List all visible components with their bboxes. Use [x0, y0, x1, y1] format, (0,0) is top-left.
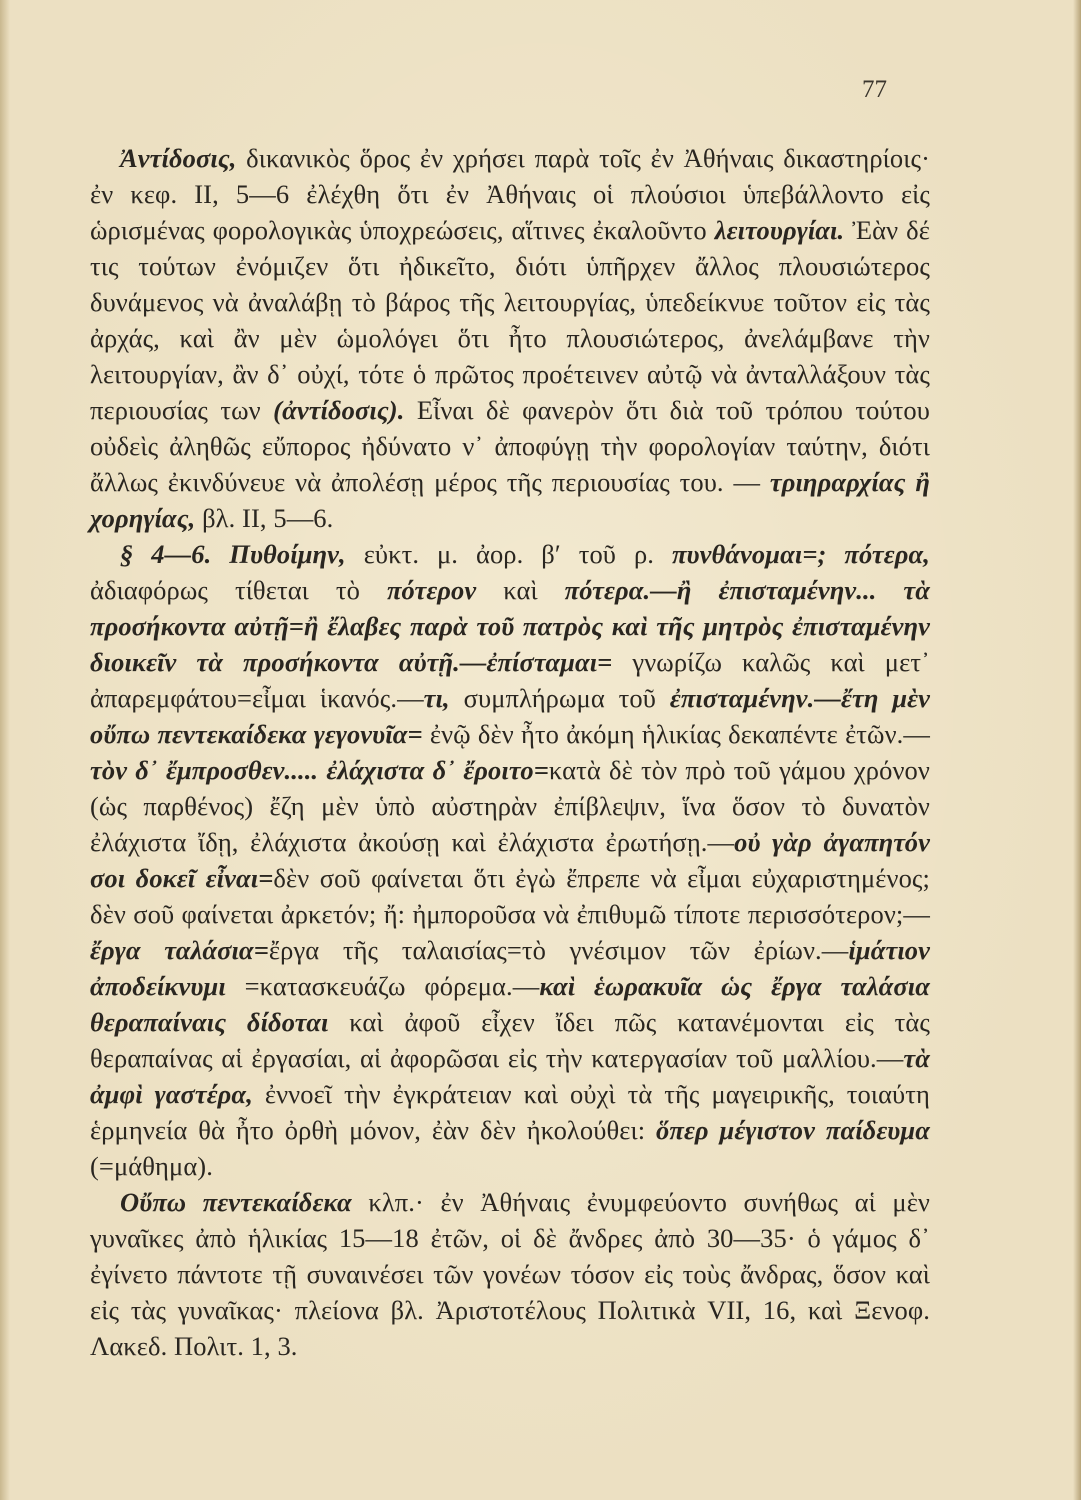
- term: ἔργα ταλάσια=: [90, 935, 269, 965]
- term: πυνθάνομαι=; πότερα,: [671, 539, 930, 569]
- term: τριηραρχίας ἢ χορηγίας,: [90, 467, 930, 533]
- term: ὅπερ μέγιστον παίδευμα: [656, 1115, 930, 1145]
- text-run: ἀδιαφόρως τίθεται τὸ: [90, 575, 387, 605]
- term: πότερον: [386, 575, 477, 605]
- page-left-shadow: [0, 0, 10, 1500]
- text-run: εὐκτ. μ. ἀορ. β′ τοῦ ρ.: [345, 539, 672, 569]
- term: Ἀντίδοσις,: [120, 143, 237, 173]
- paragraph-oupo: [90, 1184, 930, 1364]
- text-run: συμπλήρωμα τοῦ: [449, 683, 670, 713]
- term: λειτουργίαι.: [714, 215, 845, 245]
- term: Οὔπω πεντεκαίδεκα: [120, 1187, 352, 1217]
- text-run: ἔργα τῆς ταλαισίας=τὸ γνέσιμον τῶν ἐρίων.—: [268, 935, 849, 965]
- term: τὸν δ᾽ ἔμπροσθεν..... ἐλάχιστα δ᾽ ἔροιτο=: [90, 755, 549, 785]
- paragraph-section-4-6: [90, 536, 930, 1184]
- text-run: ἐννοεῖ τὴν ἐγκράτειαν καὶ οὐχὶ τὰ τῆς μαγειρικῆς, τοιαύτη ἑρμηνεία θὰ ἦτο ὀρθὴ μόνον, ἐὰν δὲν ἠκολούθει:: [90, 1079, 930, 1145]
- term: οὐ γὰρ ἀγαπητόν σοι δοκεῖ εἶναι=: [90, 827, 930, 893]
- text-run: (=μάθημα).: [90, 1151, 213, 1181]
- term: τὰ ἀμφὶ γαστέρα,: [90, 1043, 930, 1109]
- commentary-text: [90, 140, 930, 1364]
- text-run: Εἶναι δὲ φανερὸν ὅτι διὰ τοῦ τρόπου τούτου οὐδεὶς ἀληθῶς εὔπορος ἠδύνατο ν᾽ ἀποφύγῃ τὴν φορολογίαν ταύτην, διότι ἄλλως ἐκινδύνευε νὰ ἀπολέσῃ μέρος τῆς περιουσίας του. —: [90, 395, 930, 497]
- term: (ἀντίδοσις).: [273, 395, 405, 425]
- term: ἐπισταμένην.—ἔτη μὲν οὔπω πεντεκαίδεκα γεγονυῖα=: [90, 683, 930, 749]
- page-number: 77: [862, 76, 887, 103]
- text-run: καὶ ἀφοῦ εἶχεν ἴδει πῶς κατανέμονται εἰς τὰς θεραπαίνας αἱ ἐργασίαι, αἱ ἀφορῶσαι εἰς τὴν κατεργασίαν τοῦ μαλλίου.—: [90, 1007, 931, 1073]
- text-run: κατὰ δὲ τὸν πρὸ τοῦ γάμου χρόνον (ὡς παρθένος) ἔζη μὲν ὑπὸ αὐστηρὰν ἐπίβλεψιν, ἵνα ὅσον τὸ δυνατὸν ἐλάχιστα ἴδῃ, ἐλάχιστα ἀκούσῃ καὶ ἐλάχιστα ἐρωτήσῃ.—: [90, 755, 930, 857]
- text-run: δὲν σοῦ φαίνεται ὅτι ἐγὼ ἔπρεπε νὰ εἶμαι εὐχαριστημένος; δὲν σοῦ φαίνεται ἀρκετόν; ἤ: ἠμποροῦσα νὰ ἐπιθυμῶ τίποτε περισσότερον;—: [90, 863, 930, 929]
- text-run: καὶ: [476, 575, 565, 605]
- text-run: δικανικὸς ὅρος ἐν χρήσει παρὰ τοῖς ἐν Ἀθήναις δικαστηρίοις· ἐν κεφ. II, 5—6 ἐλέχθη ὅτι ἐν Ἀθήναις οἱ πλούσιοι ὑπεβάλλοντο εἰς ὡρισμένας φορολογικὰς ὑποχρεώσεις, αἵτινες ἐκαλοῦντο: [90, 143, 930, 245]
- text-run: κλπ.· ἐν Ἀθήναις ἐνυμφεύοντο συνήθως αἱ μὲν γυναῖκες ἀπὸ ἡλικίας 15—18 ἐτῶν, οἱ δὲ ἄνδρες ἀπὸ 30—35· ὁ γάμος δ᾽ ἐγίνετο πάντοτε τῇ συναινέσει τῶν γονέων τόσον εἰς τοὺς ἄνδρας, ὅσον καὶ εἰς τὰς γυναῖκας· πλείονα βλ. Ἀριστοτέλους Πολιτικὰ VII, 16, καὶ Ξενοφ. Λακεδ. Πολιτ. 1, 3.: [90, 1187, 930, 1361]
- term: πότερα.—ἢ ἐπισταμένην... τὰ προσήκοντα αὐτῇ=ἢ ἔλαβες παρὰ τοῦ πατρὸς καὶ τῆς μητρὸς ἐπισταμένην διοικεῖν τὰ προσήκοντα αὐτῇ.—ἐπίσταμαι=: [90, 575, 931, 677]
- term: ἱμάτιον ἀποδείκνυμι: [90, 935, 930, 1001]
- text-run: =κατασκευάζω φόρεμα.—: [225, 971, 540, 1001]
- text-run: βλ. II, 5—6.: [195, 503, 334, 533]
- term: καὶ ἑωρακυῖα ὡς ἔργα ταλάσια θεραπαίναις δίδοται: [90, 971, 930, 1037]
- text-run: Ἐὰν δέ τις τούτων ἐνόμιζεν ὅτι ἠδικεῖτο, διότι ὑπῆρχεν ἄλλος πλουσιώτερος δυνάμενος νὰ ἀναλάβῃ τὸ βάρος τῆς λειτουργίας, ὑπεδείκνυε τοῦτον εἰς τὰς ἀρχάς, καὶ ἂν μὲν ὡμολόγει ὅτι ἦτο πλουσιώτερος, ἀνελάμβανε τὴν λειτουργίαν, ἂν δ᾽ οὐχί, τότε ὁ πρῶτος προέτεινεν αὐτῷ νὰ ἀνταλλάξουν τὰς περιουσίας των: [90, 215, 930, 425]
- text-run: γνωρίζω καλῶς καὶ μετ᾽ ἀπαρεμφάτου=εἶμαι ἱκανός.—: [90, 647, 931, 713]
- term: § 4—6. Πυθοίμην,: [120, 539, 346, 569]
- term: τι,: [423, 683, 450, 713]
- text-run: ἐνῷ δὲν ἦτο ἀκόμη ἡλικίας δεκαπέντε ἐτῶν.—: [422, 719, 931, 749]
- page-right-shadow: [1073, 0, 1081, 1500]
- paragraph-antidosis: [90, 140, 930, 536]
